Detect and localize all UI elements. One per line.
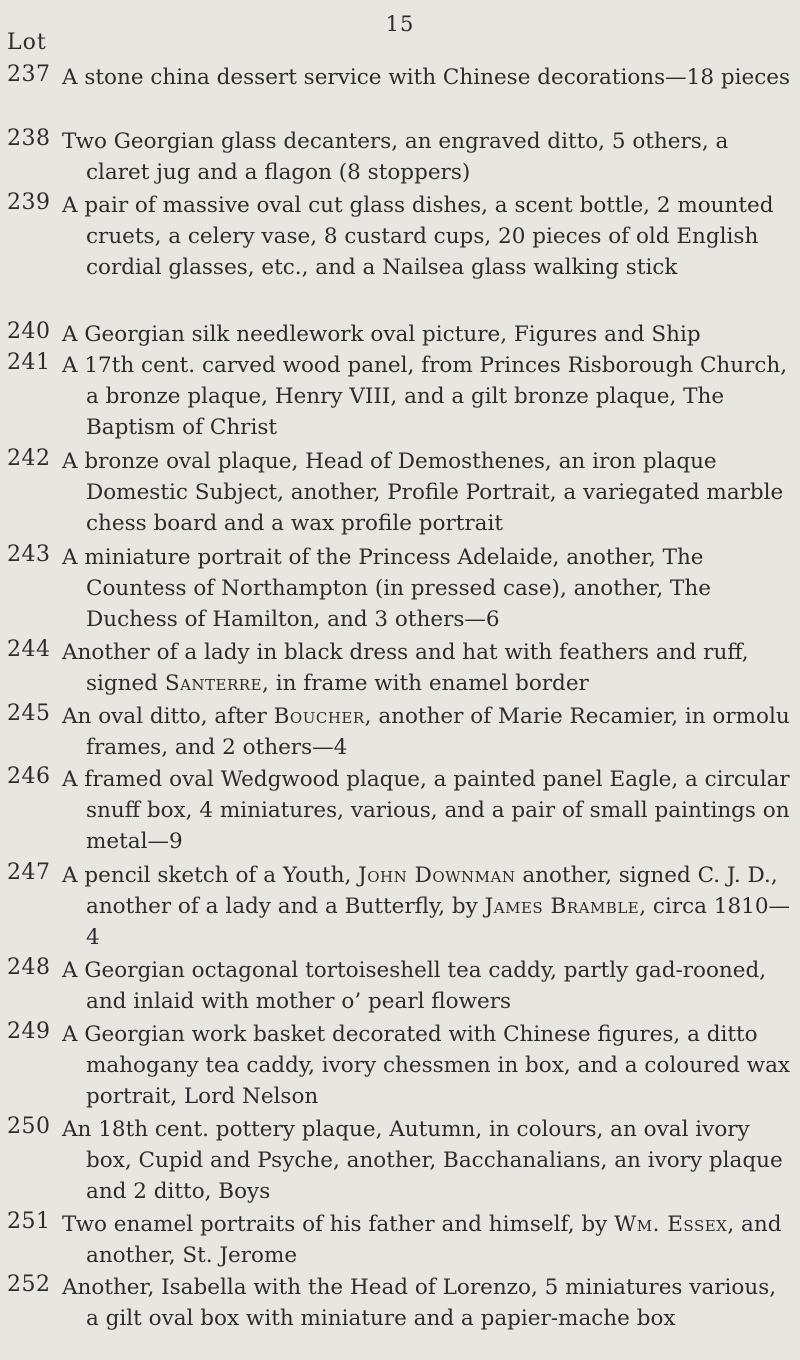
artist-name: Wm. Essex: [614, 1212, 728, 1237]
lot-description: A framed oval Wedgwood plaque, a painted panel Eagle, a circular snuff box, 4 miniatures, various, and a pair of small paintings on metal—9: [62, 767, 790, 854]
lot-number: 247: [7, 860, 51, 885]
lot-description: A pencil sketch of a Youth, John Downman another, signed C. J. D., another of a lady and a Butterfly, by James Bramble, circa 1810—4: [62, 863, 791, 950]
lot-number: 243: [7, 542, 51, 567]
artist-name: Santerre: [164, 671, 263, 696]
lot-number: 248: [7, 955, 51, 980]
artist-name: Boucher: [273, 704, 365, 729]
lot-description: A stone china dessert service with Chinese decorations—18 pieces: [62, 65, 791, 90]
lot-number: 246: [7, 764, 51, 789]
lot-number: 242: [7, 446, 51, 471]
lot-description: A pair of massive oval cut glass dishes, a scent bottle, 2 mounted cruets, a celery vase, 8 custard cups, 20 pieces of old English cordial glasses, etc., and a Nailsea glass walking stick: [62, 193, 774, 280]
lot-description: Another of a lady in black dress and hat with feathers and ruff, signed Santerre, in frame with enamel border: [62, 640, 749, 696]
lot-description: An oval ditto, after Boucher, another of Marie Recamier, in ormolu frames, and 2 others—4: [62, 704, 790, 760]
lot-description: A miniature portrait of the Princess Adelaide, another, The Countess of Northampton (in pressed case), another, The Duchess of Hamilton, and 3 others—6: [62, 545, 711, 632]
lot-description: A Georgian silk needlework oval picture, Figures and Ship: [62, 322, 701, 347]
artist-name: John Downman: [358, 863, 516, 888]
lot-column-header: Lot: [7, 30, 47, 55]
lot-description: An 18th cent. pottery plaque, Autumn, in colours, an oval ivory box, Cupid and Psyche, another, Bacchanalians, an ivory plaque and 2 ditto, Boys: [62, 1117, 783, 1204]
lot-description: A Georgian work basket decorated with Chinese figures, a ditto mahogany tea caddy, ivory chessmen in box, and a coloured wax portrait, Lord Nelson: [62, 1022, 791, 1109]
lot-number: 237: [7, 62, 51, 87]
lot-number: 241: [7, 350, 51, 375]
lot-number: 250: [7, 1114, 51, 1139]
page-number: 15: [385, 12, 415, 36]
lot-description: A 17th cent. carved wood panel, from Princes Risborough Church, a bronze plaque, Henry VIII, and a gilt bronze plaque, The Baptism of Christ: [62, 353, 788, 440]
lot-description: Two enamel portraits of his father and himself, by Wm. Essex, and another, St. Jerome: [62, 1212, 782, 1268]
lot-number: 245: [7, 701, 51, 726]
lot-number: 251: [7, 1209, 51, 1234]
lot-number: 240: [7, 319, 51, 344]
artist-name: James Bramble: [484, 894, 640, 919]
lot-description: Another, Isabella with the Head of Lorenzo, 5 miniatures various, a gilt oval box with miniature and a papier-mache box: [62, 1275, 777, 1331]
lot-description: A Georgian octagonal tortoiseshell tea caddy, partly gad-rooned, and inlaid with mother o’ pearl flowers: [62, 958, 767, 1014]
lot-description: A bronze oval plaque, Head of Demosthenes, an iron plaque Domestic Subject, another, Profile Portrait, a variegated marble chess board and a wax profile portrait: [62, 449, 784, 536]
lot-description: Two Georgian glass decanters, an engraved ditto, 5 others, a claret jug and a flagon (8 stoppers): [62, 129, 729, 185]
lot-number: 252: [7, 1272, 51, 1297]
lot-number: 238: [7, 126, 51, 151]
lot-number: 244: [7, 637, 51, 662]
lot-number: 249: [7, 1019, 51, 1044]
lot-number: 239: [7, 190, 51, 215]
